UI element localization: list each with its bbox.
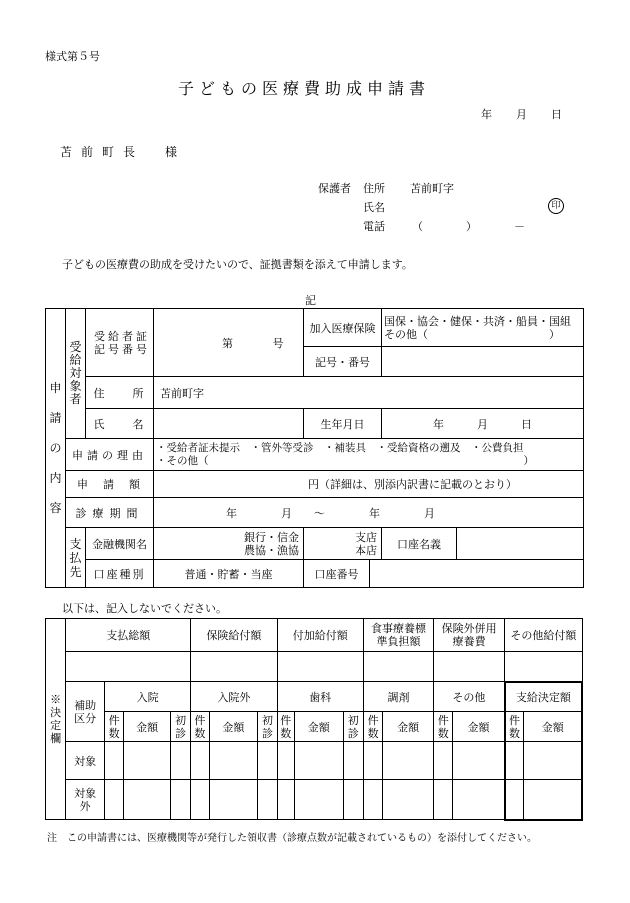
cell[interactable] [453, 780, 505, 820]
sub-amount: 金額 [383, 712, 434, 742]
row-label-target: 対象 [66, 742, 105, 780]
cell[interactable] [383, 780, 434, 820]
acct-no-label: 口座番号 [304, 560, 370, 588]
total-paid-field[interactable] [66, 652, 191, 682]
amount-text: 円（詳細は、別添内訳書に記載のとおり） [308, 478, 517, 491]
page-title: 子どもの医療費助成申請書 [178, 79, 431, 98]
date-year: 年 [481, 108, 492, 121]
cell[interactable] [434, 742, 453, 780]
form-number: 様式第５号 [45, 50, 100, 63]
cell[interactable] [505, 780, 524, 820]
phone-open-paren: （ [412, 220, 423, 233]
reason-line-1: ・受給者証未提示 ・管外等受診 ・補装具 ・受給資格の遡及 ・公費負担 [156, 441, 524, 454]
insurance-options[interactable] [382, 309, 584, 347]
amount-label: 申 請 額 [66, 471, 154, 498]
cell[interactable] [124, 780, 171, 820]
recipient-address-field[interactable]: 苫前町字 [154, 377, 584, 409]
payee-label: 支払先 [66, 528, 86, 588]
header-non-insured: 保険外併用療養費 [434, 619, 505, 652]
cat-other: その他 [434, 682, 505, 712]
decision-table [45, 618, 583, 821]
cell[interactable] [363, 780, 382, 820]
bank-types-1: 銀行・信金 [244, 530, 299, 544]
card-no-label: 受給者証記号番号 [86, 309, 154, 377]
cell[interactable] [104, 742, 123, 780]
seal-mark: 印 [548, 198, 564, 214]
sub-amount: 金額 [453, 712, 505, 742]
cell[interactable] [258, 742, 277, 780]
bank-types[interactable] [154, 528, 304, 560]
cell[interactable] [363, 742, 382, 780]
branch-1: 支店 [355, 530, 377, 544]
acct-no-field[interactable] [370, 560, 584, 588]
insurance-label: 加入医療保険 [304, 309, 382, 347]
acct-type-options[interactable]: 普通・貯蓄・当座 [154, 560, 304, 588]
cell[interactable] [524, 780, 582, 820]
bank-label: 金融機関名 [86, 528, 154, 560]
cell[interactable] [209, 780, 258, 820]
phone-close-paren: ） [466, 220, 477, 233]
ki-label: 記 [305, 294, 316, 307]
sub-count: 件数 [363, 712, 382, 742]
header-additional-benefit: 付加給付額 [277, 619, 363, 652]
cat-decision-amount: 支給決定額 [505, 682, 582, 712]
addressee: 苫前町長 [60, 145, 145, 159]
other-benefit-field[interactable] [505, 652, 582, 682]
reason-label: 申請の理由 [66, 439, 154, 471]
header-other-benefit: その他給付額 [505, 619, 582, 652]
row-label-nontarget: 対象外 [66, 780, 105, 820]
insurance-benefit-field[interactable] [191, 652, 277, 682]
sub-count: 件数 [277, 712, 294, 742]
sub-first: 初診 [258, 712, 277, 742]
cell[interactable] [258, 780, 277, 820]
do-not-fill-notice: 以下は、記入しないでください。 [62, 602, 227, 615]
card-no-go: 号 [272, 336, 284, 350]
cell[interactable] [170, 780, 190, 820]
cat-pharmacy: 調剤 [363, 682, 433, 712]
section-side-label: 申請の内容 [46, 309, 66, 588]
footnote: 注 この申請書には、医療機関等が発行した領収書（診療点数が記載されているもの）を添付してください。 [47, 833, 537, 844]
cell[interactable] [383, 742, 434, 780]
reason-options[interactable] [154, 439, 584, 471]
date-day: 日 [551, 108, 562, 121]
guardian-label: 保護者 [318, 182, 351, 195]
amount-field[interactable] [154, 471, 584, 498]
sub-first: 初診 [170, 712, 190, 742]
branch-2: 本店 [355, 543, 377, 557]
recipient-name-field[interactable] [154, 409, 304, 439]
cell[interactable] [209, 742, 258, 780]
sub-count: 件数 [191, 712, 209, 742]
recipient-name-label: 氏 名 [86, 409, 154, 439]
cell[interactable] [294, 742, 343, 780]
period-text: 年 月 ～ 年 月 [226, 506, 435, 520]
cell[interactable] [277, 780, 294, 820]
cell[interactable] [124, 742, 171, 780]
cell[interactable] [453, 742, 505, 780]
sub-amount: 金額 [294, 712, 343, 742]
recipient-label: 受給対象者 [66, 309, 86, 439]
sub-amount: 金額 [209, 712, 258, 742]
reason-line-2: ・その他（ ） [156, 454, 534, 467]
cell[interactable] [191, 780, 209, 820]
sub-amount: 金額 [124, 712, 171, 742]
cell[interactable] [343, 742, 363, 780]
holder-label: 口座名義 [382, 528, 457, 560]
sub-count: 件数 [104, 712, 123, 742]
header-total-paid: 支払総額 [66, 619, 191, 652]
date-month: 月 [516, 108, 527, 121]
cell[interactable] [170, 742, 190, 780]
guardian-address-label: 住所 [363, 182, 385, 195]
recipient-address-label: 住 所 [86, 377, 154, 409]
guardian-phone-label: 電話 [363, 220, 385, 233]
cat-dental: 歯科 [277, 682, 363, 712]
bank-types-2: 農協・漁協 [244, 543, 299, 557]
cell[interactable] [104, 780, 123, 820]
cat-inpatient: 入院 [104, 682, 190, 712]
card-no-field[interactable] [154, 309, 304, 377]
hojo-label: 補助区分 [66, 682, 105, 742]
sub-count: 件数 [434, 712, 453, 742]
cell[interactable] [343, 780, 363, 820]
guardian-address-value: 苫前町字 [410, 182, 454, 195]
insurance-options-text: 国保・協会・健保・共済・船員・国組 [384, 314, 571, 328]
dob-label: 生年月日 [304, 409, 382, 439]
phone-dash: － [514, 220, 525, 233]
holder-field[interactable] [457, 528, 584, 560]
intro-text: 子どもの医療費の助成を受けたいので、証拠書類を添えて申請します。 [62, 258, 413, 271]
insurance-other-text: その他（ ） [384, 327, 560, 341]
addressee-suffix: 様 [165, 145, 178, 159]
decision-side-label: ※決定欄 [46, 619, 66, 820]
period-field[interactable] [154, 498, 584, 528]
guardian-name-label: 氏名 [363, 201, 385, 214]
sub-first: 初診 [343, 712, 363, 742]
branch-types[interactable] [304, 528, 382, 560]
symbol-no-field[interactable] [382, 347, 584, 377]
card-no-dai: 第 [222, 336, 233, 350]
non-insured-field[interactable] [434, 652, 505, 682]
cell[interactable] [524, 742, 582, 780]
application-table [45, 308, 584, 588]
additional-benefit-field[interactable] [277, 652, 363, 682]
cat-outpatient: 入院外 [191, 682, 277, 712]
period-label: 診療期間 [66, 498, 154, 528]
meal-burden-field[interactable] [363, 652, 433, 682]
dob-field[interactable]: 年 月 日 [382, 409, 584, 439]
cell[interactable] [294, 780, 343, 820]
header-insurance-benefit: 保険給付額 [191, 619, 277, 652]
sub-amount: 金額 [524, 712, 582, 742]
acct-type-label: 口座種別 [86, 560, 154, 588]
cell[interactable] [434, 780, 453, 820]
cell[interactable] [505, 742, 524, 780]
header-meal-burden: 食事療養標準負担額 [363, 619, 433, 652]
sub-count: 件数 [505, 712, 524, 742]
cell[interactable] [277, 742, 294, 780]
symbol-no-label: 記号・番号 [304, 347, 382, 377]
cell[interactable] [191, 742, 209, 780]
